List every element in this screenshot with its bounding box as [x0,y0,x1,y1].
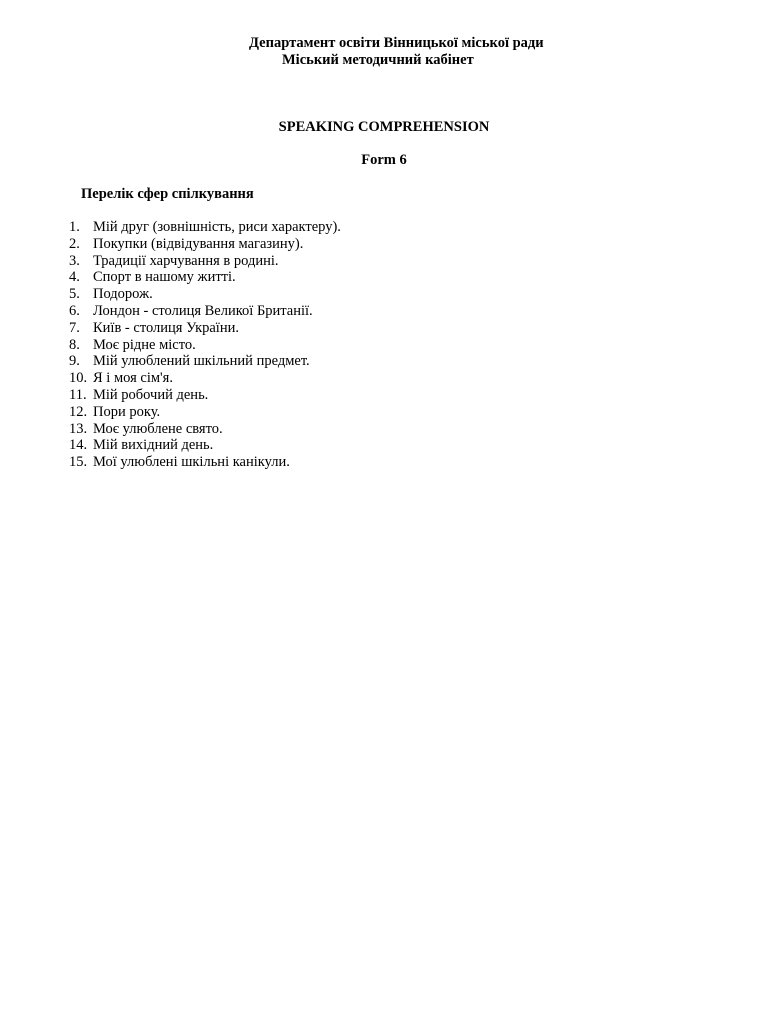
form-label: Form 6 [361,152,407,168]
item-number: 13. [69,420,88,437]
item-number: 4. [69,269,80,286]
item-number: 3. [69,252,80,269]
item-number: 11. [69,386,87,403]
item-text: Мій улюблений шкільний предмет. [93,353,310,370]
list-item [69,454,341,471]
item-number: 12. [69,403,88,420]
list-item [69,286,341,303]
item-number: 14. [69,437,88,454]
list-item [69,437,341,454]
topic-list [69,219,341,471]
item-number: 10. [69,370,88,387]
item-number: 7. [69,319,80,336]
item-text: Мій друг (зовнішність, риси характеру). [93,219,341,235]
item-text: Мій робочий день. [93,386,209,403]
list-item [69,387,341,404]
list-item [69,320,341,337]
list-item [69,303,341,320]
item-number: 1. [69,219,80,235]
list-item [69,353,341,370]
section-subtitle: Перелік сфер спілкування [81,186,254,202]
department-heading: Департамент освіти Вінницької міської ради [249,35,544,51]
item-text: Традиції харчування в родині. [93,252,279,269]
item-text: Мій вихідний день. [93,437,214,454]
list-item [69,269,341,286]
list-item [69,337,341,354]
item-number: 5. [69,286,80,303]
list-item [69,370,341,387]
list-item [69,421,341,438]
item-text: Я і моя сім'я. [93,370,173,387]
document-title: SPEAKING COMPREHENSION [278,119,490,135]
item-text: Лондон - столиця Великої Британії. [93,302,313,319]
item-text: Спорт в нашому житті. [93,269,236,286]
item-text: Пори року. [93,403,161,420]
item-number: 9. [69,353,80,370]
list-item [69,404,341,421]
item-text: Київ - столиця України. [93,319,239,336]
item-number: 2. [69,235,80,252]
item-text: Моє рідне місто. [93,336,196,353]
item-text: Мої улюблені шкільні канікули. [93,454,290,471]
item-number: 6. [69,302,80,319]
item-number: 15. [69,454,88,471]
office-heading: Міський методичний кабінет [282,52,474,68]
item-number: 8. [69,336,80,353]
list-item [69,219,341,236]
item-text: Подорож. [93,286,153,303]
item-text: Покупки (відвідування магазину). [93,235,304,252]
list-item [69,253,341,270]
list-item [69,236,341,253]
item-text: Моє улюблене свято. [93,420,223,437]
